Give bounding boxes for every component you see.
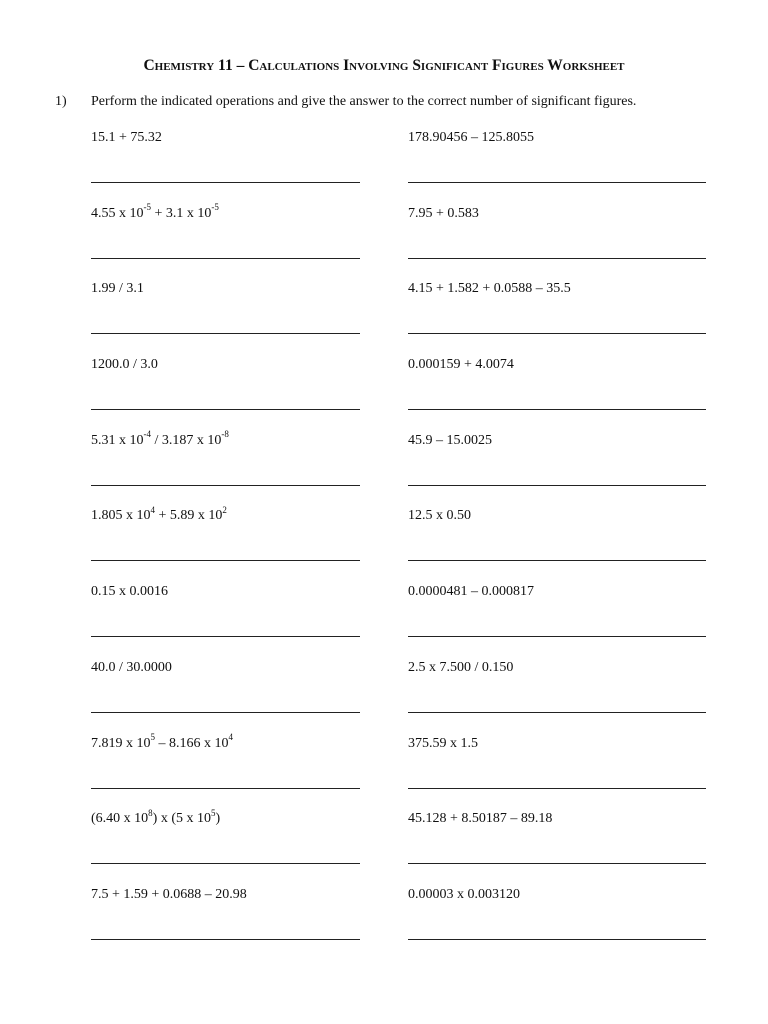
expression-text: 7.819 x 10 [91,735,151,751]
problem-left-5 [91,429,360,508]
answer-line [408,712,706,713]
problem-column-left [91,129,360,962]
problem-expression [408,810,552,827]
exponent: -8 [221,429,229,440]
problem-expression [408,205,479,222]
exponent: 5 [150,731,155,742]
problem-left-1 [91,129,360,205]
problem-left-2 [91,202,360,281]
expression-text: 0.15 x 0.0016 [91,584,168,600]
exponent: 5 [211,807,216,818]
problem-expression [91,731,233,752]
exponent: 2 [222,504,227,515]
problem-expression [408,129,534,146]
problem-expression [91,504,227,524]
answer-line [408,333,706,334]
answer-line [408,258,706,259]
expression-text: 1.99 / 3.1 [91,281,144,297]
problem-right-10 [408,810,706,886]
problem-left-11 [91,886,360,962]
exponent: -5 [211,202,219,213]
expression-text: 15.1 + 75.32 [91,130,162,145]
worksheet-title: Chemistry 11 – Calculations Involving Significant Figures Worksheet [143,57,625,74]
expression-text: 45.9 – 15.0025 [408,432,492,448]
answer-line [91,863,360,864]
expression-text: 45.128 + 8.50187 – 89.18 [408,811,553,827]
expression-text: 1200.0 / 3.0 [91,357,158,373]
problem-expression [91,807,221,827]
expression-text: 7.95 + 0.583 [408,205,479,221]
expression-text: 375.59 x 1.5 [408,735,478,751]
answer-line [408,939,706,940]
problem-expression [408,432,492,449]
problem-expression [408,583,534,600]
problem-left-10 [91,807,360,886]
problem-right-11 [408,886,706,962]
problem-expression [408,280,571,297]
expression-text: + 3.1 x 10 [151,205,212,221]
exponent: -4 [143,429,151,440]
exponent: 8 [148,807,153,818]
answer-line [91,560,360,561]
expression-text: ) [215,811,221,827]
problem-right-9 [408,735,706,811]
problem-left-4 [91,356,360,432]
answer-line [91,333,360,334]
expression-text: + 5.89 x 10 [155,508,223,524]
expression-text: 4.55 x 10 [91,205,144,221]
problem-right-7 [408,583,706,659]
answer-line [408,182,706,183]
question-instructions: Perform the indicated operations and give the answer to the correct number of significant figures. [91,94,637,109]
expression-text: – 8.166 x 10 [155,735,229,751]
answer-line [91,182,360,183]
problem-column-right [408,129,706,962]
problem-right-1 [408,129,706,205]
answer-line [408,636,706,637]
problem-expression [408,886,520,903]
expression-text: (6.40 x 10 [91,811,149,827]
problem-right-3 [408,280,706,356]
expression-text: / 3.187 x 10 [151,432,222,448]
answer-line [91,258,360,259]
answer-line [91,788,360,789]
answer-line [408,485,706,486]
problem-expression [91,583,168,600]
problem-left-6 [91,504,360,583]
expression-text: 12.5 x 0.50 [408,508,471,524]
answer-line [91,939,360,940]
answer-line [408,560,706,561]
problem-expression [91,886,247,903]
problem-left-7 [91,583,360,659]
problem-expression [408,356,514,373]
problem-right-8 [408,659,706,735]
exponent: 4 [228,731,233,742]
exponent: 4 [150,504,155,515]
problem-expression [91,129,162,146]
problem-expression [91,356,158,373]
answer-line [408,788,706,789]
answer-line [91,636,360,637]
expression-text: 7.5 + 1.59 + 0.0688 – 20.98 [91,886,247,902]
answer-line [91,712,360,713]
problem-right-4 [408,356,706,432]
problem-right-6 [408,507,706,583]
problem-expression [408,659,513,676]
problem-expression [408,507,471,524]
answer-line [408,409,706,410]
problem-expression [91,280,144,297]
expression-text: 4.15 + 1.582 + 0.0588 – 35.5 [408,281,571,297]
expression-text: 40.0 / 30.0000 [91,659,172,675]
answer-line [408,863,706,864]
problem-left-8 [91,659,360,735]
problem-expression [91,202,219,222]
expression-text: 0.00003 x 0.003120 [408,886,520,902]
exponent: -5 [143,202,151,213]
problem-left-9 [91,731,360,811]
problem-right-5 [408,432,706,508]
answer-line [91,409,360,410]
expression-text: 1.805 x 10 [91,508,151,524]
problem-expression [91,429,229,449]
problem-right-2 [408,205,706,281]
problem-expression [408,735,478,752]
expression-text: 0.0000481 – 0.000817 [408,584,534,600]
expression-text: 2.5 x 7.500 / 0.150 [408,659,514,675]
problem-expression [91,659,172,676]
problem-left-3 [91,280,360,356]
expression-text: 0.000159 + 4.0074 [408,357,514,373]
answer-line [91,485,360,486]
expression-text: 178.90456 – 125.8055 [408,130,534,145]
expression-text: 5.31 x 10 [91,432,144,448]
question-number: 1) [55,94,67,109]
expression-text: ) x (5 x 10 [152,811,211,827]
